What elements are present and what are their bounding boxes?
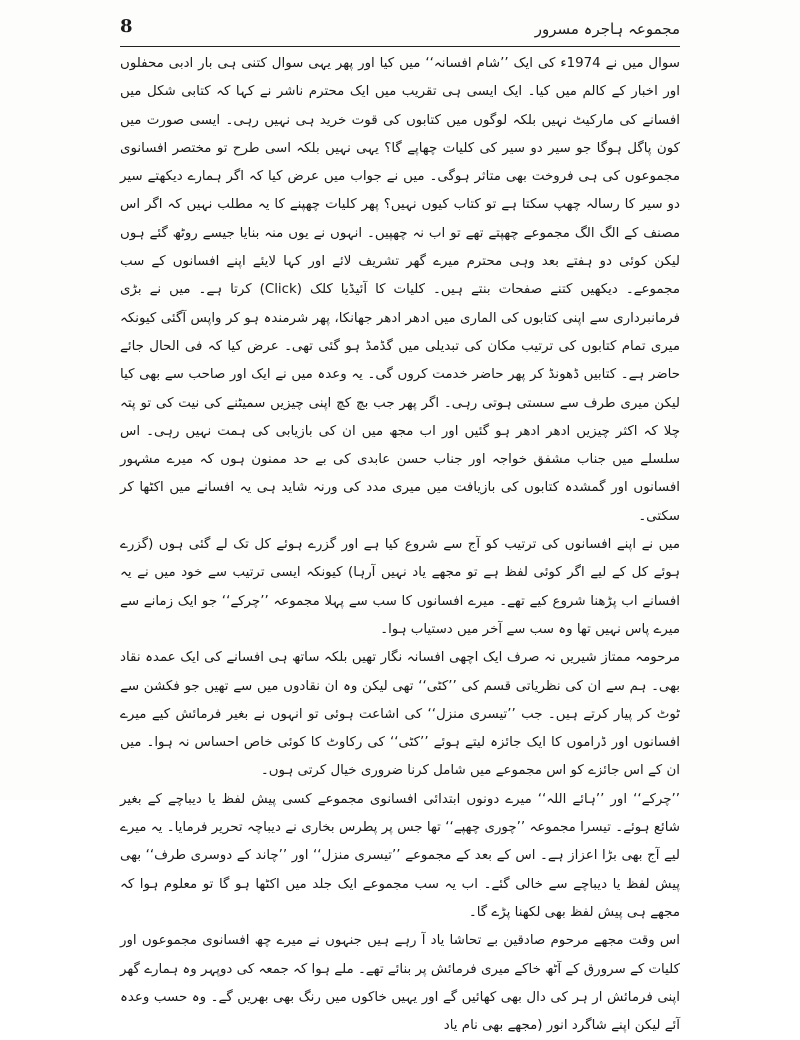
book-title: مجموعہ ہاجرہ مسرور xyxy=(534,20,680,38)
body-text xyxy=(120,50,680,1040)
paragraph: مرحومہ ممتاز شیریں نہ صرف ایک اچھی افسانہ نگار تھیں بلکہ ساتھ ہی افسانے کی ایک عمدہ نقاد بھی۔ ہم سے ان کی نظریاتی قسم کی ’’کٹی‘‘ تھی لیکن وہ ان نقادوں میں سے تھیں جو فکشن سے ٹوٹ کر پیار کرتے ہیں۔ جب ’’تیسری منزل‘‘ کی اشاعت ہوئی تو انہوں نے بغیر فرمائش کیے میرے افسانوں اور ڈراموں کا ایک جائزہ لیتے ہوئے ’’کٹی‘‘ کی رکاوٹ کا کوئی خاص احساس نہ ہوا۔ میں ان کے اس جائزے کو اس مجموعے میں شامل کرنا ضروری خیال کرتی ہوں۔ xyxy=(120,650,680,779)
paragraph: میں نے اپنے افسانوں کی ترتیب کو آج سے شروع کیا ہے اور گزرے ہوئے کل تک لے گئی ہوں (گزرے ہوئے کل کے لیے اگر کوئی لفظ ہے تو مجھے یاد نہیں آرہا) کیونکہ ایسی ترتیب سے خود میں نے یہ افسانے اب پڑھنا شروع کیے تھے۔ میرے افسانوں کا سب سے پہلا مجموعہ ’’چرکے‘‘ جو ایک زمانے سے میرے پاس نہیں تھا وہ سب سے آخر میں دستیاب ہوا۔ xyxy=(120,537,680,637)
paragraph: ’’چرکے‘‘ اور ’’ہائے اللہ‘‘ میرے دونوں ابتدائی افسانوی مجموعے کسی پیش لفظ یا دیباچے کے بغیر شائع ہوئے۔ تیسرا مجموعہ ’’چوری چھپے‘‘ تھا جس پر پطرس بخاری نے دیباچہ تحریر فرمایا۔ یہ میرے لیے آج بھی بڑا اعزاز ہے۔ اس کے بعد کے مجموعے ’’تیسری منزل‘‘ اور ’’چاند کے دوسری طرف‘‘ بھی پیش لفظ یا دیباچے سے خالی گئے۔ اب یہ سب مجموعے ایک جلد میں اکٹھا ہو گا تو معلوم ہوا کہ مجھے ہی پیش لفظ بھی لکھنا پڑے گا۔ xyxy=(120,791,680,920)
paragraph: اس وقت مجھے مرحوم صادقین بے تحاشا یاد آ رہے ہیں جنہوں نے میرے چھ افسانوی مجموعوں اور کلیات کے سرورق کے آٹھ خاکے میری فرمائش پر بنائے تھے۔ ملے ہوا کہ جمعہ کی دوپہر وہ ہمارے گھر اپنی فرمائش ار ہر کی دال بھی کھائیں گے اور یہیں خاکوں میں رنگ بھی بھریں گے۔ وہ حسب وعدہ آئے لیکن اپنے شاگرد انور (مجھے بھی نام یاد xyxy=(120,933,680,1034)
header-rule xyxy=(120,46,680,47)
paragraph: سوال میں نے 1974ء کی ایک ’’شام افسانہ‘‘ میں کیا اور پھر یہی سوال کتنی ہی بار ادبی محفلوں اور اخبار کے کالم میں کیا۔ ایک ایسی ہی تقریب میں ایک محترم ناشر نے کہا کہ کتابی شکل میں افسانے کی مارکیٹ نہیں بلکہ لوگوں میں کتابوں کی قوت خرید ہی نہیں رہی۔ ایسی صورت میں کون پاگل ہوگا جو سیر دو سیر کی کلیات چھاپے گا؟ یہی نہیں بلکہ اسی طرح تو مختصر افسانوی مجموعوں کی ہی فروخت بھی متاثر ہوگی۔ میں نے جواب میں عرض کیا کہ اگر ہمارے دیکھتے سیر دو سیر کا رسالہ چھپ سکتا ہے تو کتاب کیوں نہیں؟ پھر کلیات چھپنے کا یہ مطلب نہیں کہ اگر اس مصنف کے الگ الگ مجموعے چھپتے تھے تو اب نہ چھپیں۔ انہوں نے یوں منہ بنایا جیسے روٹھ گئے ہوں لیکن کوئی دو ہفتے بعد وہی محترم میرے گھر تشریف لائے اور کہا لایئے اپنے افسانوں کے سب مجموعے۔ دیکھیں کتنے صفحات بنتے ہیں۔ کلیات کا آئیڈیا کلک (Click) کرتا ہے۔ میں نے بڑی فرمانبرداری سے اپنی کتابوں کی الماری میں ادھر ادھر جھانکا، پھر شرمندہ ہو کر واپس آگئی کیونکہ میری تمام کتابوں کی ترتیب مکان کی تبدیلی میں گڈمڈ ہو گئی تھی۔ عرض کیا کہ فی الحال جائے حاضر ہے۔ کتابیں ڈھونڈ کر پھر حاضر خدمت کروں گی۔ یہ وعدہ میں نے ایک اور صاحب سے بھی کیا لیکن میری طرف سے سستی ہوتی رہی۔ اگر پھر جب بچ کچ اپنی چیزیں سمیٹنے کی نیت کی تو پتہ چلا کہ اکثر چیزیں ادھر ادھر ہو گئیں اور اب مجھ میں ان کی بازیابی کی ہمت نہیں رہی۔ اس سلسلے میں جناب مشفق خواجہ اور جناب حسن عابدی کی بے حد ممنون ہوں کہ میرے مشہور افسانوں اور گمشدہ کتابوں کی بازیافت میں میری مدد کی ورنہ شاید ہی یہ افسانے میں اکٹھا کر سکتی۔ xyxy=(120,56,680,524)
page-number: 8 xyxy=(120,16,133,37)
page-header xyxy=(120,12,680,52)
